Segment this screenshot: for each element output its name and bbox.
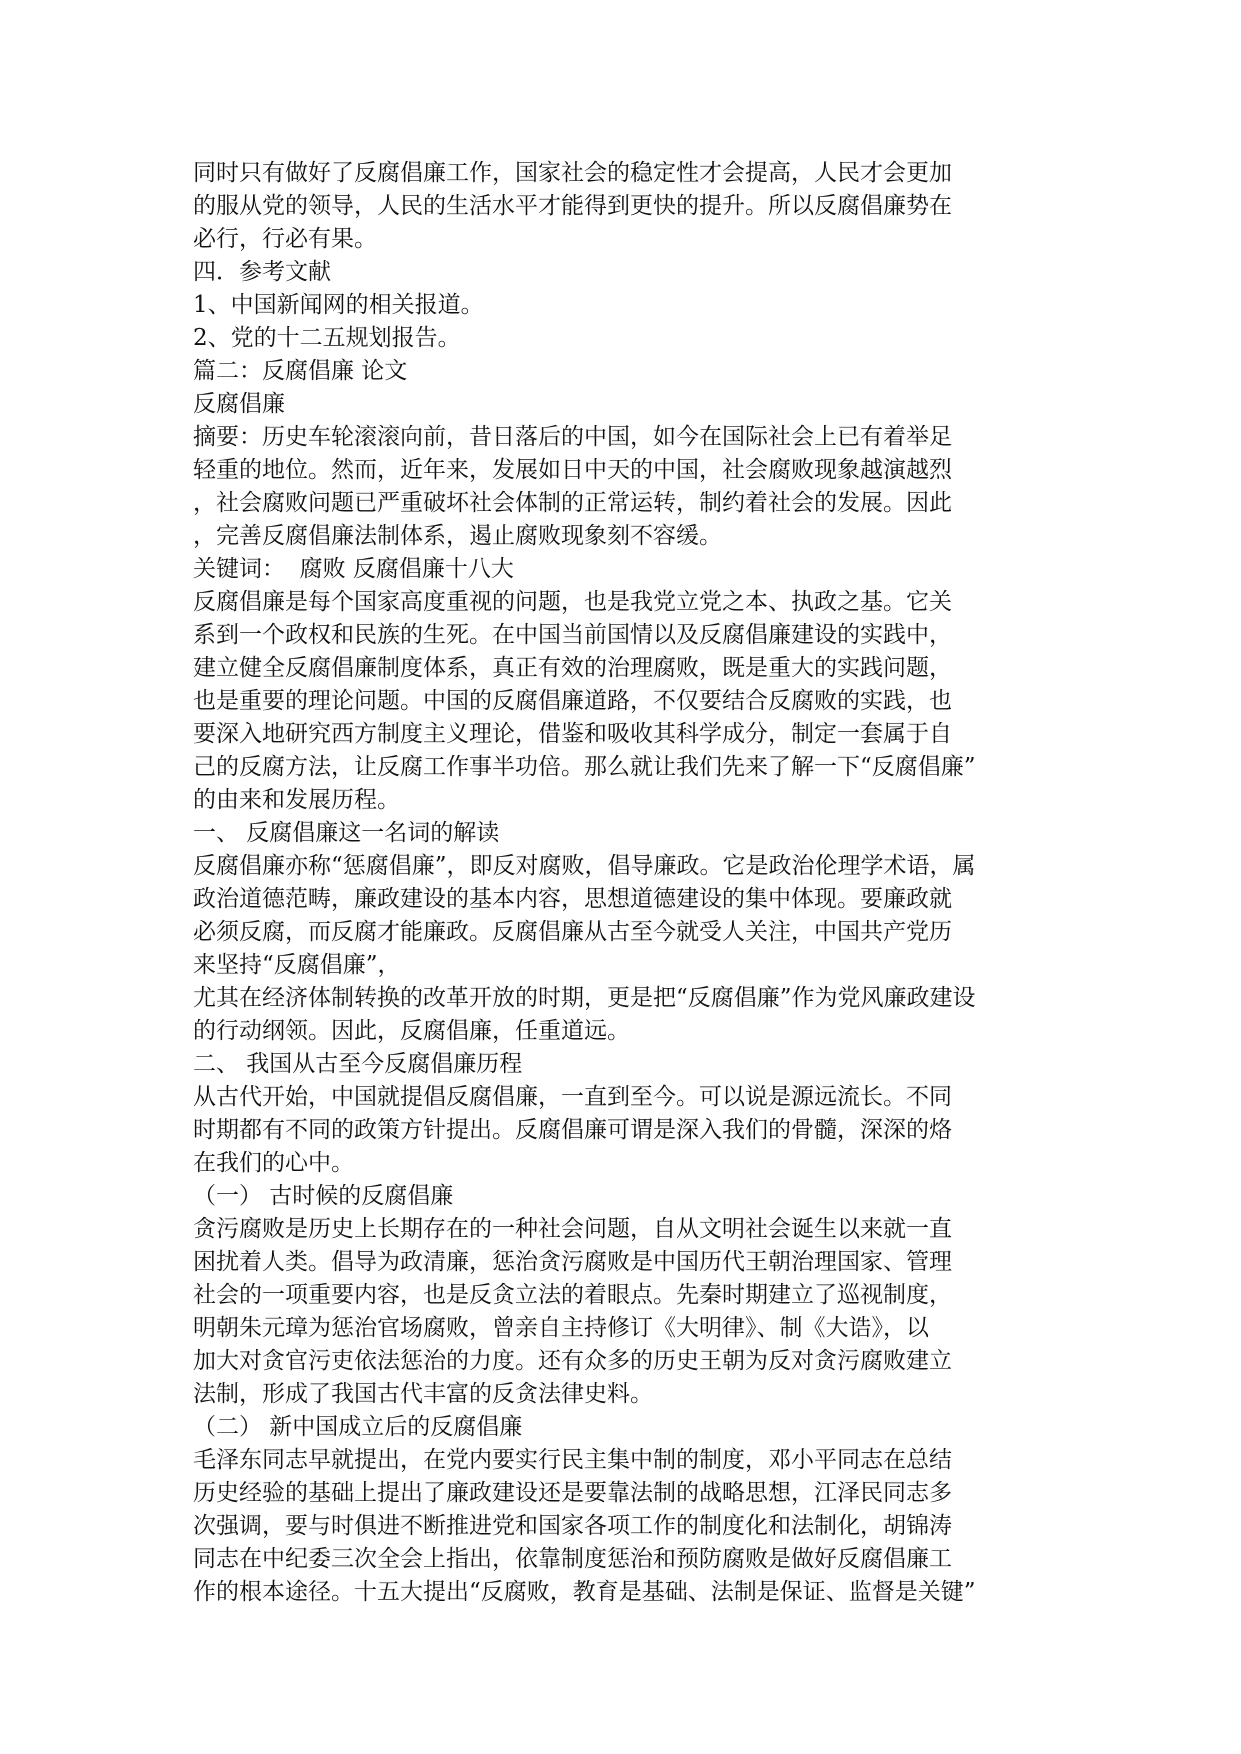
reference-item: 2、党的十二五规划报告。 [193,325,461,351]
section-heading: 一、 反腐倡廉这一名词的解读 [193,820,500,846]
text-line: 加大对贪官污吏依法惩治的力度。还有众多的历史王朝为反对贪污腐败建立 [193,1348,952,1374]
text-line: 必须反腐，而反腐才能廉政。反腐倡廉从古至今就受人关注，中国共产党历 [193,919,952,945]
subsection-heading: （二） 新中国成立后的反腐倡廉 [193,1414,523,1440]
text-line: 反腐倡廉亦称“惩腐倡廉”，即反对腐败，倡导廉政。它是政治伦理学术语，属 [193,853,976,879]
text-line: 从古代开始，中国就提倡反腐倡廉，一直到至今。可以说是源远流长。不同 [193,1084,952,1110]
abstract-line: 轻重的地位。然而，近年来，发展如日中天的中国，社会腐败现象越演越烈 [193,457,952,483]
abstract-line: 摘要：历史车轮滚滚向前，昔日落后的中国，如今在国际社会上已有着举足 [193,424,952,450]
text-line: 作的根本途径。十五大提出“反腐败，教育是基础、法制是保证、监督是关键” [193,1579,976,1605]
text-line: 来坚持“反腐倡廉”， [193,952,401,978]
text-line: 反腐倡廉是每个国家高度重视的问题，也是我党立党之本、执政之基。它关 [193,589,952,615]
text-line: 历史经验的基础上提出了廉政建设还是要靠法制的战略思想，江泽民同志多 [193,1480,952,1506]
text-line: 明朝朱元璋为惩治官场腐败，曾亲自主持修订《大明律》、制《大诰》，以 [193,1315,929,1341]
subsection-heading: （一） 古时候的反腐倡廉 [193,1183,454,1209]
text-line: 尤其在经济体制转换的改革开放的时期，更是把“反腐倡廉”作为党风廉政建设 [193,985,976,1011]
abstract-line: ，完善反腐倡廉法制体系，遏止腐败现象刻不容缓。 [193,523,722,549]
text-line: 要深入地研究西方制度主义理论，借鉴和吸收其科学成分，制定一套属于自 [193,721,952,747]
article-heading: 篇二：反腐倡廉 论文 [193,358,408,384]
text-line: 困扰着人类。倡导为政清廉，惩治贪污腐败是中国历代王朝治理国家、管理 [193,1249,952,1275]
section-heading: 二、 我国从古至今反腐倡廉历程 [193,1051,523,1077]
text-line: 的由来和发展历程。 [193,787,400,813]
text-line: 同志在中纪委三次全会上指出，依靠制度惩治和预防腐败是做好反腐倡廉工 [193,1546,952,1572]
keywords-line: 关键词： 腐败 反腐倡廉十八大 [193,556,514,582]
abstract-line: ，社会腐败问题已严重破坏社会体制的正常运转，制约着社会的发展。因此 [193,490,952,516]
text-line: 政治道德范畴，廉政建设的基本内容，思想道德建设的集中体现。要廉政就 [193,886,952,912]
text-line: 在我们的心中。 [193,1150,354,1176]
text-line: 的行动纲领。因此，反腐倡廉，任重道远。 [193,1018,630,1044]
text-line: 系到一个政权和民族的生死。在中国当前国情以及反腐倡廉建设的实践中， [193,622,952,648]
text-line: 的服从党的领导，人民的生活水平才能得到更快的提升。所以反腐倡廉势在 [193,193,952,219]
text-line: 建立健全反腐倡廉制度体系，真正有效的治理腐败，既是重大的实践问题， [193,655,952,681]
text-line: 也是重要的理论问题。中国的反腐倡廉道路，不仅要结合反腐败的实践，也 [193,688,952,714]
text-line: 法制，形成了我国古代丰富的反贪法律史料。 [193,1381,653,1407]
text-line: 时期都有不同的政策方针提出。反腐倡廉可谓是深入我们的骨髓，深深的烙 [193,1117,952,1143]
section-heading: 四．参考文献 [193,259,331,285]
text-line: 次强调，要与时俱进不断推进党和国家各项工作的制度化和法制化，胡锦涛 [193,1513,952,1539]
article-title: 反腐倡廉 [193,391,285,417]
text-line: 同时只有做好了反腐倡廉工作，国家社会的稳定性才会提高，人民才会更加 [193,160,952,186]
reference-item: 1、中国新闻网的相关报道。 [193,292,484,318]
text-line: 贪污腐败是历史上长期存在的一种社会问题，自从文明社会诞生以来就一直 [193,1216,952,1242]
text-line: 社会的一项重要内容，也是反贪立法的着眼点。先秦时期建立了巡视制度， [193,1282,952,1308]
document-page [193,157,1073,1609]
text-line: 己的反腐方法，让反腐工作事半功倍。那么就让我们先来了解一下“反腐倡廉” [193,754,976,780]
text-line: 必行，行必有果。 [193,226,377,252]
text-line: 毛泽东同志早就提出，在党内要实行民主集中制的制度，邓小平同志在总结 [193,1447,952,1473]
